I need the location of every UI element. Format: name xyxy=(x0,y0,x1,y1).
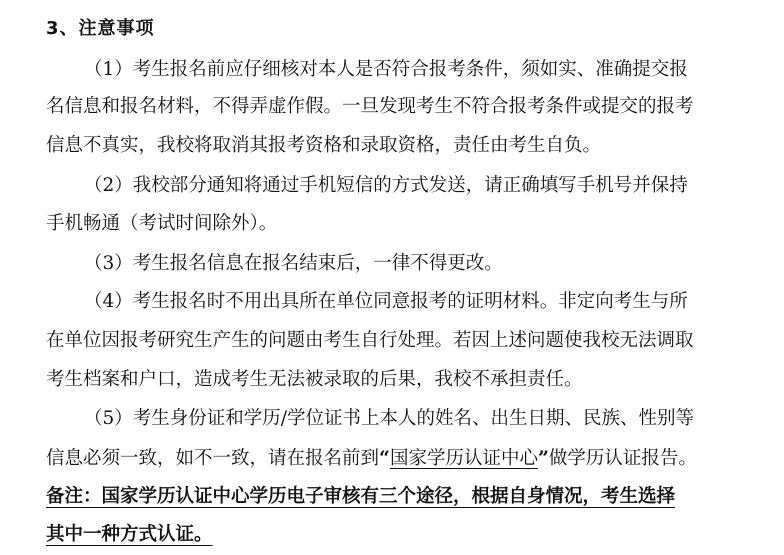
paragraph-line: 在单位因报考研究生产生的问题由考生自行处理。若因上述问题使我校无法调取 xyxy=(46,330,694,351)
paragraph-line: （5）考生身份证和学历/学位证书上本人的姓名、出生日期、民族、性别等 xyxy=(84,408,695,429)
paragraph-line: 手机畅通（考试时间除外）。 xyxy=(46,213,278,234)
note-line: 备注：国家学历认证中心学历电子审核有三个途径，根据自身情况，考生选择 xyxy=(46,486,676,507)
paragraph-line: （3）考生报名信息在报名结束后，一律不得更改。 xyxy=(84,253,503,274)
paragraph-line: 考生档案和户口，造成考生无法被录取的后果，我校不承担责任。 xyxy=(46,369,583,390)
close-quote: ” xyxy=(537,447,549,469)
paragraph-line: （1）考生报名前应仔细核对本人是否符合报考条件，须如实、准确提交报 xyxy=(84,59,688,80)
paragraph-line: 名信息和报名材料，不得弄虚作假。一旦发现考生不符合报考条件或提交的报考 xyxy=(46,96,694,117)
note-line: 其中一种方式认证。 xyxy=(46,524,213,545)
certification-center-link[interactable]: 国家学历认证中心 xyxy=(389,448,538,469)
open-quote: “ xyxy=(379,447,390,469)
paragraph-text: 做学历认证报告。 xyxy=(548,448,697,469)
paragraph-line-with-link xyxy=(46,446,697,471)
paragraph-line: （4）考生报名时不用出具所在单位同意报考的证明材料。非定向考生与所 xyxy=(84,291,688,312)
section-heading: 3、注意事项 xyxy=(46,18,155,39)
paragraph-line: 信息不真实，我校将取消其报考资格和录取资格，责任由考生自负。 xyxy=(46,135,602,156)
paragraph-text: 信息必须一致，如不一致，请在报名前到 xyxy=(46,448,380,469)
paragraph-line: （2）我校部分通知将通过手机短信的方式发送，请正确填写手机号并保持 xyxy=(84,175,688,196)
